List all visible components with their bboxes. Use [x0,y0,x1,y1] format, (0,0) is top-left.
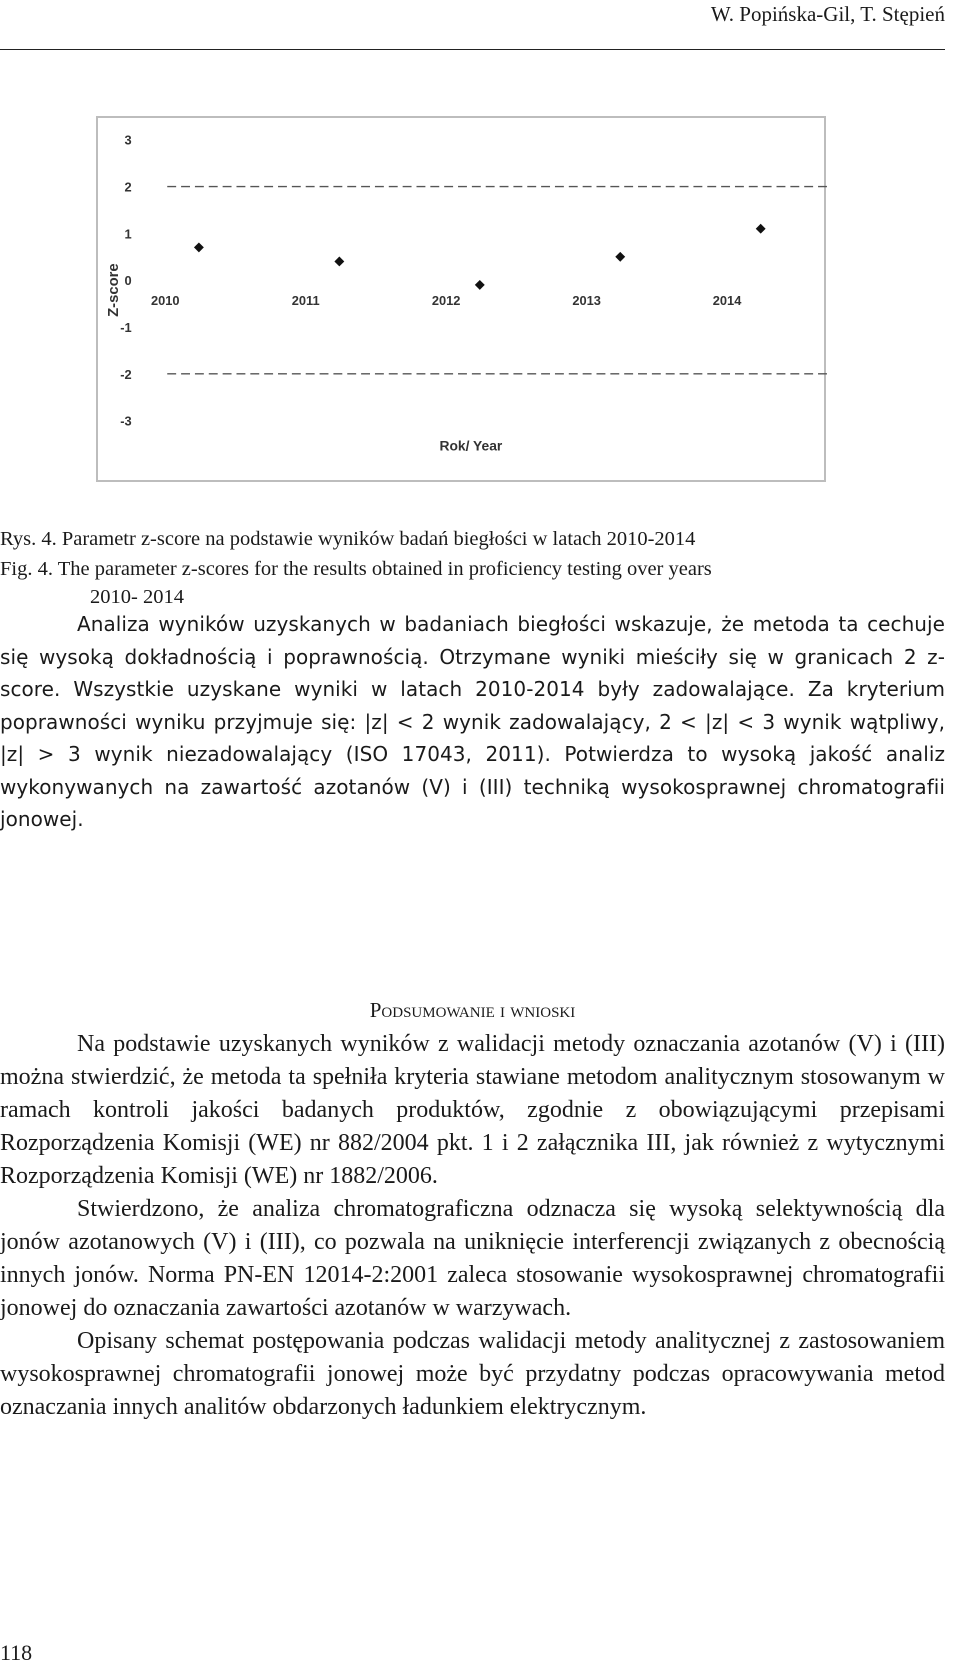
paragraph-conclusion-3: Opisany schemat postępowania podczas walidacji metody analitycznej z zastosowaniem wysokosprawnej chromatografii jonowej może być przydatny podczas opracowywania metod oznaczania innych analitów obdarzonych ładunkiem elektrycznym. [0,1328,945,1420]
data-point-2 [475,280,485,290]
data-point-3 [615,252,625,262]
x-tick-label-4: 2014 [712,292,742,308]
y-tick-label-2: 1 [124,226,132,242]
x-tick-label-0: 2010 [150,292,180,308]
paragraph-conclusion-2: Stwierdzono, że analiza chromatograficzna odznacza się wysoką selektywnością dla jonów azotanowych (V) i (III), co pozwala na uniknięcie interferencji związanych z obecnością innych jonów. Norma PN-EN 12014-2:2001 zaleca stosowanie wysokosprawnej chromatografii jonowej do oznaczania zawartości azotanów w warzywach. [0,1196,945,1321]
data-point-0 [194,242,204,252]
z-score-chart [96,116,826,482]
x-tick-label-3: 2013 [572,292,601,308]
header-rule [0,49,945,50]
x-tick-label-1: 2011 [291,292,320,308]
y-tick-label-5: -2 [120,366,132,382]
figure-caption-en [0,555,945,611]
x-axis-label: Rok/ Year [439,437,503,454]
paragraph-conclusion-1: Na podstawie uzyskanych wyników z walidacji metody oznaczania azotanów (V) i (III) można stwierdzić, że metoda ta spełniła kryteria stawiane metodom analitycznym stosowanym w ramach kontroli jakości badanych produktów, zgodnie z obowiązującymi przepisami Rozporządzenia Komisji (WE) nr 882/2004 pkt. 1 i 2 załącznika III, jak również z wytycznymi Rozporządzenia Komisji (WE) nr 1882/2006. [0,1031,945,1189]
section-title: Podsumowanie i wnioski [369,998,576,1022]
y-tick-label-0: 3 [124,132,132,148]
y-tick-label-6: -3 [120,413,132,429]
running-head: W. Popińska-Gil, T. Stępień [710,2,945,26]
paragraph-analysis: Analiza wyników uzyskanych w badaniach biegłości wskazuje, że metoda ta cechuje się wysoką dokładnością i poprawnością. Otrzymane wyniki mieściły się w granicach 2 z-score. Wszystkie uzyskane wyniki w latach 2010-2014 były zadowalające. Za kryterium poprawności wyniku przyjmuje się: |z| < 2 wynik zadowalający, 2 < |z| < 3 wynik wątpliwy, |z| > 3 wynik niezadowalający (ISO 17043, 2011). Potwierdza to wysoką jakość analiz wykonywanych na zawartość azotanów (V) i (III) techniką wysokosprawnej chromatografii jonowej. [0,612,945,831]
chart-svg [98,118,824,480]
y-tick-label-1: 2 [124,179,132,195]
data-point-4 [756,224,766,234]
y-axis-label: Z-score [105,263,122,317]
y-tick-label-3: 0 [124,273,132,289]
analysis-paragraph-block [0,608,945,836]
figure-caption-en-line2: 2010- 2014 [90,586,184,608]
x-tick-label-2: 2012 [431,292,461,308]
y-tick-label-4: -1 [120,319,132,335]
conclusions-block [0,1028,945,1424]
figure-caption-en-line1: Fig. 4. The parameter z-scores for the results obtained in proficiency testing over years [0,558,712,580]
page-number: 118 [0,1640,33,1665]
data-point-1 [334,257,344,267]
figure-caption-pl: Rys. 4. Parametr z-score na podstawie wyników badań biegłości w latach 2010-2014 [0,528,696,550]
